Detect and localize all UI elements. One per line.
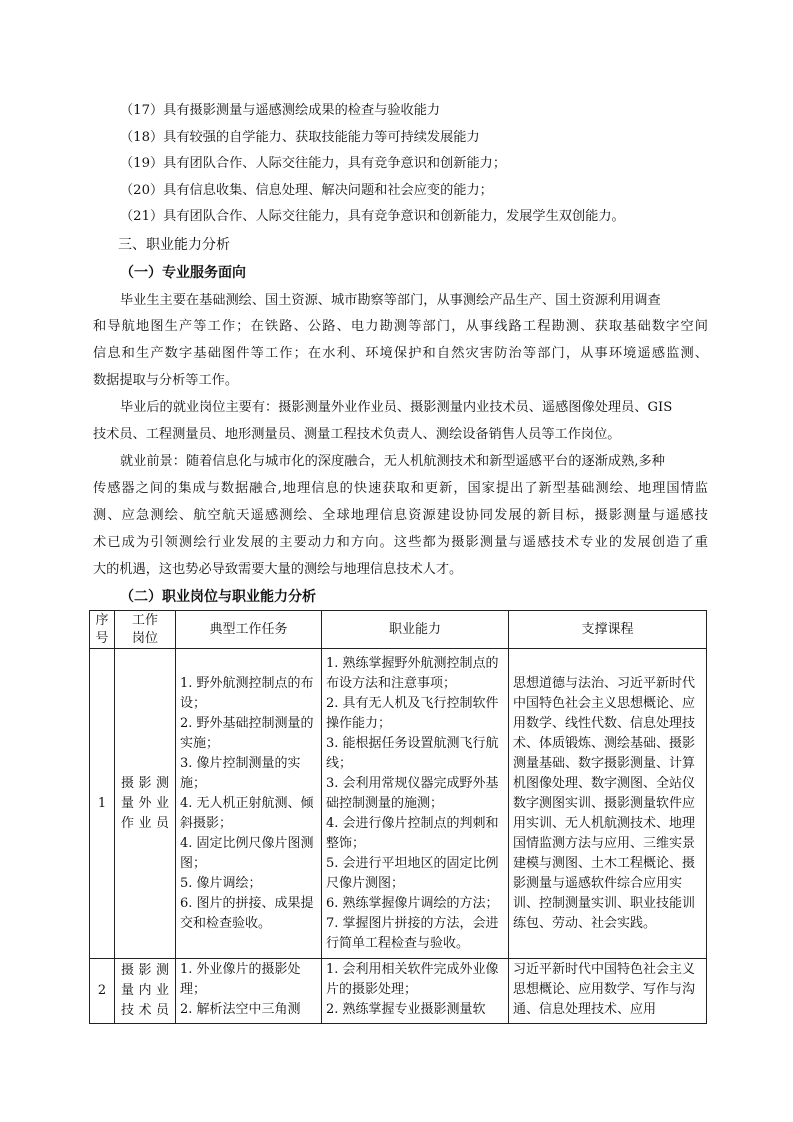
row-post: 摄影测 量内业 技术员 [115,959,176,1024]
ability-item-20: （20）具有信息收集、信息处理、解决问题和社会应变的能力； [120,183,493,198]
row-courses: 习近平新时代中国特色社会主义思想概论、应用数学、写作与沟通、信息处理技术、应用 [509,959,707,1024]
header-courses: 支撑课程 [509,611,707,649]
table-row [90,649,707,959]
row-no: 1 [90,649,115,959]
paragraph-line: 技术员、工程测量员、地形测量员、测量工程技术负责人、测绘设备销售人员等工作岗位。 [93,427,621,442]
header-post: 工作 岗位 [115,611,176,649]
section-heading: 三、职业能力分析 [118,237,230,253]
paragraph-line: 数据提取与分析等工作。 [93,373,239,388]
paragraph-line: 信息和生产数字基础图件等工作；在水利、环境保护和自然灾害防治等部门，从事环境遥感监测、 [93,346,708,361]
row-ability: 1. 熟练掌握野外航测控制点的布设方法和注意事项； 2. 具有无人机及飞行控制软件操作能力； 3. 能根据任务设置航测飞行航线； 3. 会利用常规仪器完成野外基础控制测量的施测； 4. 会进行像片控制点的判刺和整饰； 5. 会进行平坦地区的固定比例尺像片测图； 6. 熟练掌握像片调绘的方法； 7. 掌握图片拼接的方法，会进行简单工程检查与验收。 [322,649,509,959]
subsection-heading-1: （一）专业服务面向 [120,265,246,281]
paragraph-line: 就业前景：随着信息化与城市化的深度融合，无人机航测技术和新型遥感平台的逐渐成熟,多种 [120,454,665,469]
paragraph-line: 大的机遇，这也势必导致需要大量的测绘与地理信息技术人才。 [93,562,463,577]
ability-item-21: （21）具有团队合作、人际交往能力，具有竞争意识和创新能力，发展学生双创能力。 [120,209,625,224]
paragraph-line: 毕业后的就业岗位主要有：摄影测量外业作业员、摄影测量内业技术员、遥感图像处理员、GIS [120,400,673,415]
row-ability: 1. 会利用相关软件完成外业像片的摄影处理； 2. 熟练掌握专业摄影测量软 [322,959,509,1024]
ability-item-18: （18）具有较强的自学能力、获取技能能力等可持续发展能力 [120,130,480,145]
paragraph-line: 毕业生主要在基础测绘、国土资源、城市勘察等部门，从事测绘产品生产、国土资源利用调查 [120,293,661,308]
header-ability: 职业能力 [322,611,509,649]
header-no: 序 号 [90,611,115,649]
row-no: 2 [90,959,115,1024]
paragraph-line: 测、应急测绘、航空航天遥感测绘、全球地理信息资源建设协同发展的新目标，摄影测量与遥感技 [93,508,708,523]
paragraph-line: 术已成为引领测绘行业发展的主要动力和方向。这些都为摄影测量与遥感技术专业的发展创造了重 [93,535,708,550]
paragraph-line: 传感器之间的集成与数据融合,地理信息的快速获取和更新，国家提出了新型基础测绘、地理国情监 [93,481,708,496]
table-row [90,959,707,1024]
job-ability-table [89,610,707,1024]
paragraph-line: 和导航地图生产等工作；在铁路、公路、电力勘测等部门，从事线路工程勘测、获取基础数字空间 [93,319,708,334]
ability-item-17: （17）具有摄影测量与遥感测绘成果的检查与验收能力 [120,103,441,118]
table-header-row [90,611,707,649]
row-post: 摄影测 量外业 作业员 [115,649,176,959]
row-tasks: 1. 外业像片的摄影处理； 2. 解析法空中三角测 [176,959,322,1024]
subsection-heading-2: （二）职业岗位与职业能力分析 [120,589,316,605]
row-tasks: 1. 野外航测控制点的布设； 2. 野外基础控制测量的实施； 3. 像片控制测量的实施； 4. 无人机正射航测、倾斜摄影； 4. 固定比例尺像片图测图； 5. 像片调绘； 6. 图片的拼接、成果提交和检查验收。 [176,649,322,959]
header-tasks: 典型工作任务 [176,611,322,649]
ability-item-19: （19）具有团队合作、人际交往能力，具有竞争意识和创新能力； [120,156,507,171]
row-courses: 思想道德与法治、习近平新时代中国特色社会主义思想概论、应用数学、线性代数、信息处理技术、体质锻炼、测绘基础、摄影测量基础、数字摄影测量、计算机图像处理、数字测图、全站仪数字测图实训、摄影测量软件应用实训、无人机航测技术、地理国情监测方法与应用、三维实景建模与测图、土木工程概论、摄影测量与遥感软件综合应用实训、控制测量实训、职业技能训练包、劳动、社会实践。 [509,649,707,959]
